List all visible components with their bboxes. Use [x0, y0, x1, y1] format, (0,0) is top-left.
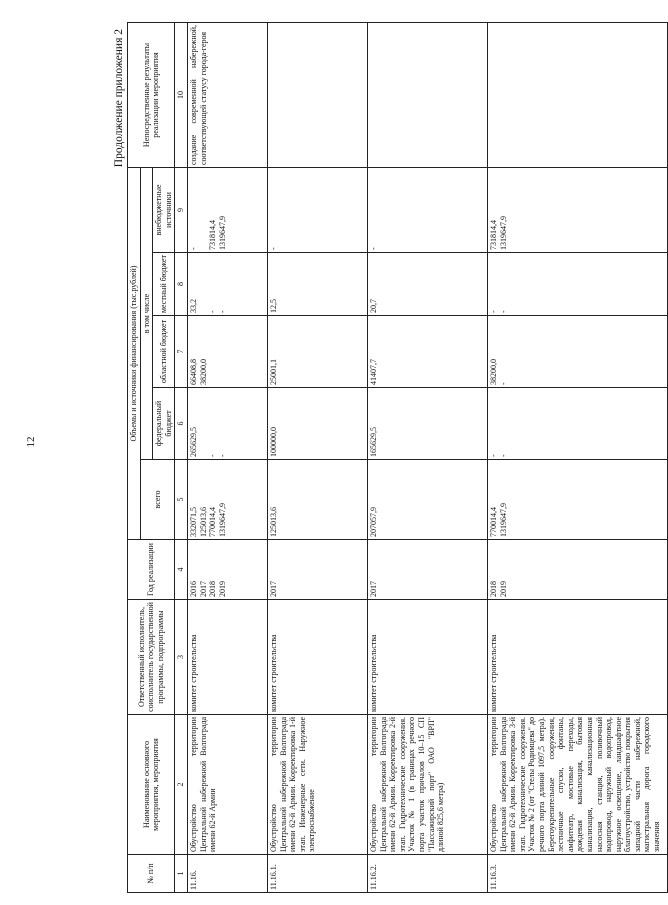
table-body: [187, 23, 667, 893]
row-federal-value: -: [208, 454, 218, 457]
row-years: [267, 540, 367, 600]
rotated-page-content: [113, 23, 662, 893]
row-total-value: 770014,4: [488, 507, 498, 537]
row-regional-value: [208, 318, 218, 385]
row-federal-value: -: [217, 454, 227, 457]
row-regional-value: 66408,8: [188, 359, 198, 385]
row-total: [267, 460, 367, 540]
row-total: [187, 460, 267, 540]
row-federal: [487, 388, 667, 460]
row-total-value: 1319647,9: [498, 503, 508, 537]
appendix-label: Продолжение приложения 2: [113, 29, 125, 168]
row-federal: [187, 388, 267, 460]
row-federal: [367, 388, 487, 460]
row-extra-value: 1319647,9: [498, 216, 508, 250]
header-federal: федеральный бюджет: [153, 388, 175, 460]
row-total-value: 1319647,9: [217, 503, 227, 537]
header-local: местный бюджет: [153, 253, 175, 316]
row-total: [487, 460, 667, 540]
row-extra-value: 731814,4: [208, 220, 218, 250]
row-federal-value: -: [488, 454, 498, 457]
row-local-value: -: [217, 310, 227, 313]
column-number: 9: [175, 168, 188, 253]
row-years-value: 2018: [488, 581, 498, 597]
row-federal-value: 265629,5: [188, 427, 198, 457]
row-years: [187, 540, 267, 600]
column-number-row: [175, 23, 188, 893]
row-extra-value: -: [188, 247, 198, 250]
row-responsible: комитет строительства: [487, 600, 667, 715]
header-num: № п/п: [128, 855, 175, 893]
row-local-value: 20,7: [368, 299, 378, 313]
row-extra: [267, 168, 367, 253]
row-years: [367, 540, 487, 600]
header-name: Наименование основного мероприятия, мероприятия: [128, 715, 175, 855]
column-number: 8: [175, 253, 188, 316]
row-number: 11.16.: [187, 855, 267, 893]
table-row: [487, 23, 667, 893]
row-responsible: комитет строительства: [187, 600, 267, 715]
row-extra: [487, 168, 667, 253]
row-extra-value: 1319647,9: [217, 216, 227, 250]
row-federal-value: 100000,0: [268, 427, 278, 457]
row-extra-value: 731814,4: [488, 220, 498, 250]
row-name: Обустройство территории Центральной набережной Волгограда имени 62-й Армии. Корректировка 3-й этап. Гидротехнические сооружения. Участок № 2 (от "Стелы Родимцева" до речного порта длиной 1097,5 метра). Берегоукрепительные сооружения, лестничные спуски, фонтаны, амфитеатр, мостовые переходы, дождевая канализация, бытовая канализация, канализационная насосная станция, поливочный водопровод, наружный водопровод, наружное освещение, ландшафтное благоустройство, устройство покрытия западной части набережной, магистральная дорога городского значения: [487, 715, 667, 855]
row-extra-value: -: [368, 247, 378, 250]
row-years-value: 2019: [217, 581, 227, 597]
row-responsible: комитет строительства: [267, 600, 367, 715]
row-regional: [187, 316, 267, 388]
row-years-value: 2016: [188, 581, 198, 597]
row-total-value: 125013,6: [268, 507, 278, 537]
column-number: 3: [175, 600, 188, 715]
header-total: всего: [140, 460, 175, 540]
row-local: [187, 253, 267, 316]
header-year: Год реализации: [128, 540, 175, 600]
row-local-value: -: [488, 310, 498, 313]
row-name: Обустройство территории Центральной набережной Волгограда имени 62-й Армии. Корректировка 2-й этап. Гидротехнические сооружения. Участок № 1 (в границах речного порта участок причалов 10–15 СП "Пассажирский порт" ОАО "ВРП" длиной 825,6 метра): [367, 715, 487, 855]
table-row: [267, 23, 367, 893]
row-years-value: 2017: [368, 581, 378, 597]
row-local-value: [199, 255, 209, 313]
row-federal-value: 165629,5: [368, 427, 378, 457]
row-total-value: 332071,5: [188, 507, 198, 537]
header-results: Непосредственные результаты реализации мероприятия: [128, 23, 175, 168]
row-years-value: 2019: [498, 581, 508, 597]
row-regional: [487, 316, 667, 388]
row-total-value: 770014,4: [208, 507, 218, 537]
row-years: [487, 540, 667, 600]
row-results: [367, 23, 487, 168]
row-results: создание современной набережной, соответствующей статусу города-героя: [187, 23, 267, 168]
row-federal-value: [199, 390, 209, 457]
row-local: [267, 253, 367, 316]
row-extra-value: -: [268, 247, 278, 250]
row-regional: [267, 316, 367, 388]
header-funding: Объемы и источники финансирования (тыс.рублей): [128, 168, 141, 540]
row-number: 11.16.2.: [367, 855, 487, 893]
column-number: 6: [175, 388, 188, 460]
row-regional-value: [218, 318, 228, 385]
header-regional: областной бюджет: [153, 316, 175, 388]
row-name: Обустройство территории Центральной набережной Волгограда имени 62-й Армии. Корректировка 1-й этап. Инженерные сети. Наружное электроснабжение: [267, 715, 367, 855]
row-years-value: 2017: [268, 581, 278, 597]
row-regional: [367, 316, 487, 388]
column-number: 10: [175, 23, 188, 168]
funding-table: [127, 22, 668, 893]
row-number: 11.16.3.: [487, 855, 667, 893]
row-results: [487, 23, 667, 168]
row-local-value: 33,2: [188, 299, 198, 313]
row-regional-value: 38200,0: [488, 359, 498, 385]
column-number: 4: [175, 540, 188, 600]
row-federal-value: -: [498, 454, 508, 457]
row-local-value: 12,5: [268, 299, 278, 313]
row-years-value: 2017: [198, 581, 208, 597]
row-local-value: -: [498, 310, 508, 313]
row-extra-value: [199, 170, 209, 250]
row-regional-value: 38200,0: [198, 359, 208, 385]
row-regional-value: -: [498, 382, 508, 385]
row-responsible: комитет строительства: [367, 600, 487, 715]
header-responsible: Ответственный исполнитель, соисполнитель государственной программы, подпрограммы: [128, 600, 175, 715]
row-regional-value: 41407,7: [368, 359, 378, 385]
row-extra: [367, 168, 487, 253]
row-total-value: 207057,9: [368, 507, 378, 537]
header-extra: внебюджетные источники: [153, 168, 175, 253]
table-row: [187, 23, 267, 893]
row-total-value: 125013,6: [198, 507, 208, 537]
row-regional-value: 25001,1: [268, 359, 278, 385]
row-federal: [267, 388, 367, 460]
row-total: [367, 460, 487, 540]
table-row: [367, 23, 487, 893]
header-in-that: в том числе: [140, 168, 153, 460]
column-number: 5: [175, 460, 188, 540]
column-number: 7: [175, 316, 188, 388]
page-number: 12: [25, 436, 37, 448]
row-extra: [187, 168, 267, 253]
row-name: Обустройство территории Центральной набережной Волгограда имени 62-й Армии: [187, 715, 267, 855]
row-results: [267, 23, 367, 168]
column-number: 2: [175, 715, 188, 855]
row-number: 11.16.1.: [267, 855, 367, 893]
row-local: [367, 253, 487, 316]
row-local-value: -: [208, 310, 218, 313]
column-number: 1: [175, 855, 188, 893]
row-local: [487, 253, 667, 316]
row-years-value: 2018: [208, 581, 218, 597]
